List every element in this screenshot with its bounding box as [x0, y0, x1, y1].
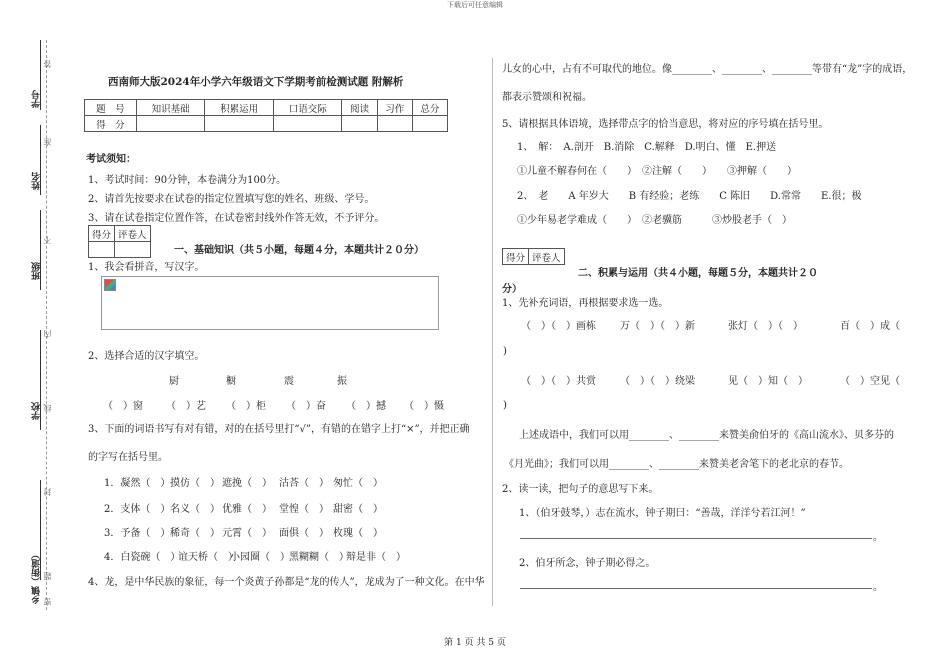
word-item[interactable]: 谊天桥（ ） [178, 552, 238, 563]
field-line-name[interactable] [40, 125, 41, 195]
score-header: 口语交际 [273, 100, 342, 116]
notice-heading: 考试须知： [86, 154, 136, 165]
score-cell[interactable] [342, 116, 377, 132]
grader-score-label: 得分 [89, 226, 115, 242]
fill-blank[interactable]: （ ）艺 [166, 401, 206, 412]
option-char: 振 [337, 376, 347, 387]
cut-mark: 密 [43, 598, 52, 606]
score-header: 阅读 [342, 100, 377, 116]
bracket-close: ) [503, 346, 507, 357]
word-item[interactable]: 小园圈（ ） [230, 552, 290, 563]
fill-blank[interactable]: （ ）窗 [103, 401, 143, 412]
idiom-blank[interactable]: 百（ ）成（ [840, 321, 900, 332]
period: 。 [873, 582, 883, 593]
cut-mark: 题 [43, 572, 52, 580]
grader-cell[interactable] [115, 242, 151, 258]
pinyin-answer-box[interactable] [101, 276, 439, 330]
grader-reviewer-label: 评卷人 [115, 226, 151, 242]
broken-image-icon [104, 279, 116, 291]
question-5-item: 1、 解： A.剖开 B.消除 C.解释 D.明白、懂 E.押送 [517, 142, 777, 153]
cut-mark: 准 [43, 138, 52, 146]
score-cell[interactable] [377, 116, 412, 132]
notice-item: 2、请首先按要求在试卷的指定位置填写您的姓名、班级、学号。 [88, 194, 375, 205]
answer-line[interactable] [520, 588, 872, 589]
idiom-blank[interactable]: 张灯（ ）（ ） [728, 321, 803, 332]
grader-table-1 [88, 225, 151, 258]
option-char: 厨 [169, 376, 179, 387]
binding-label-student-id: 学号 [32, 90, 42, 108]
word-item[interactable]: 名义（ ） [170, 504, 220, 515]
score-cell[interactable] [412, 116, 447, 132]
answer-line[interactable] [520, 538, 872, 539]
section2-question-2: 2、读一读，把句子的意思写下来。 [502, 484, 659, 495]
score-header: 知识基础 [136, 100, 205, 116]
word-item[interactable]: 摸仿（ ） [170, 478, 220, 489]
question-1: 1、我会看拼音，写汉字。 [88, 262, 205, 273]
field-line-school[interactable] [40, 330, 41, 430]
header-note: 下载后可任意编辑 [447, 1, 503, 9]
question-4-cont: 都表示赞颂和祝福。 [502, 92, 592, 103]
grader-reviewer-label: 评卷人 [529, 249, 565, 265]
word-item[interactable]: 稀奇（ ） [170, 528, 220, 539]
word-item[interactable]: 元霄（ ） [222, 528, 272, 539]
grader-cell[interactable] [89, 242, 115, 258]
word-item[interactable]: 辩是非（ ） [346, 552, 406, 563]
word-item[interactable]: 4．白瓷碗（ ） [104, 552, 181, 563]
fill-blank[interactable]: （ ）慑 [404, 401, 444, 412]
word-item[interactable]: 面俱（ ） [279, 528, 329, 539]
question-3: 3、下面的词语书写有对有错，对的在括号里打“√”，有错的在错字上打“×”，并把正确 [88, 424, 470, 435]
question-2: 2、选择合适的汉字填空。 [88, 351, 205, 362]
fill-blank[interactable]: （ ）柜 [226, 401, 266, 412]
binding-label-name: 姓名 [32, 172, 42, 190]
score-cell[interactable] [136, 116, 205, 132]
section2-heading-cont: 分） [502, 284, 522, 295]
question-4: 4、龙，是中华民族的象征，每一个炎黄子孙都是“龙的传人”，龙成为了一种文化。在中华 [88, 577, 485, 588]
score-header: 积累运用 [205, 100, 274, 116]
cut-mark: 答 [43, 60, 52, 68]
section2-question-1: 1、先补充词语，再根据要求选一选。 [502, 298, 669, 309]
question-4-cont: 儿女的心中，占有不可取代的地位。像________、________、________等带有“龙”字的成语， [502, 64, 913, 75]
idiom-blank[interactable]: 见（ ）知（ ） [728, 376, 808, 387]
question-5-answers[interactable]: ①少年易老学难成（ ） ②老骥筋 ③炒股老手（ ） [517, 215, 792, 226]
score-header: 题 号 [85, 100, 137, 116]
idiom-usage-line[interactable]: 上述成语中，我们可以用________、________来赞美俞伯牙的《高山流水》、贝多芬的 [519, 430, 894, 441]
score-table [84, 99, 448, 132]
page-title: 西南师大版2024年小学六年级语文下学期考前检测试题 附解析 [108, 76, 404, 88]
word-item[interactable]: 优雅（ ） [222, 504, 272, 515]
word-item[interactable]: 甜密（ ） [333, 504, 383, 515]
bracket-close: ) [503, 400, 507, 411]
option-char: 橱 [226, 376, 236, 387]
question-5: 5、请根据具体语境，选择带点字的恰当意思，将对应的序号填在括号里。 [502, 119, 829, 130]
field-line-student-id[interactable] [40, 40, 41, 110]
option-char: 震 [284, 376, 294, 387]
fill-blank[interactable]: （ ）撼 [346, 401, 386, 412]
page-footer: 第 1 页 共 5 页 [444, 638, 506, 648]
score-cell[interactable] [273, 116, 342, 132]
question-5-answers[interactable]: ①儿童不解春何在（ ） ②注解（ ） ③押解（ ） [517, 166, 797, 177]
cut-mark: 封 [43, 488, 52, 496]
score-cell[interactable] [205, 116, 274, 132]
grader-table-2 [502, 248, 565, 265]
word-item[interactable]: 3．予备（ ） [104, 528, 171, 539]
grader-score-label: 得分 [503, 249, 529, 265]
binding-label-school: 学校 [32, 402, 42, 420]
score-header: 总分 [412, 100, 447, 116]
idiom-blank[interactable]: （ ）（ ）绕梁 [620, 376, 695, 387]
sentence-2: 2、伯牙所念，钟子期必得之。 [519, 558, 656, 569]
section1-heading: 一、基础知识（共５小题，每题４分，本题共计２０分） [174, 245, 424, 256]
word-item[interactable]: 匆忙（ ） [333, 478, 383, 489]
sentence-1: 1、（伯牙鼓琴，）志在流水，钟子期曰：“善哉，洋洋兮若江河！” [519, 508, 806, 519]
word-item[interactable]: 黑糊糊（ ） [289, 552, 349, 563]
word-item[interactable]: 1．凝然（ ） [104, 478, 171, 489]
word-item[interactable]: 2．支体（ ） [104, 504, 171, 515]
field-line-township[interactable] [40, 480, 41, 580]
notice-item: 3、请在试卷指定位置作答，在试卷密封线外作答无效，不予评分。 [88, 213, 385, 224]
cut-mark: 线 [43, 404, 52, 412]
idiom-blank[interactable]: 万（ ）（ ）新 [620, 321, 695, 332]
score-header: 习作 [377, 100, 412, 116]
field-line-class[interactable] [40, 210, 41, 290]
idiom-blank[interactable]: （ ）（ ）共赏 [521, 376, 596, 387]
word-item[interactable]: 沽荅（ ） [279, 478, 329, 489]
period: 。 [873, 532, 883, 543]
column-divider [492, 58, 493, 606]
word-item[interactable]: 遮挽（ ） [222, 478, 272, 489]
question-3-cont: 的字写在括号里。 [88, 452, 168, 463]
idiom-blank[interactable]: （ ）（ ）画栋 [521, 321, 596, 332]
seal-line [46, 40, 47, 610]
score-row-label: 得 分 [85, 116, 137, 132]
fill-blank[interactable]: （ ）奋 [286, 401, 326, 412]
question-5-item: 2、 老 A 年岁大 B 有经验；老练 C 陈旧 D.常常 E.很；极 [517, 191, 862, 202]
cut-mark: 不 [43, 236, 52, 244]
word-item[interactable]: 堂惶（ ） [279, 504, 329, 515]
binding-label-township: 乡镇（街道） [32, 550, 42, 604]
idiom-blank[interactable]: （ ）空见（ [840, 376, 900, 387]
cut-mark: 内 [43, 330, 52, 338]
section2-heading: 二、积累与运用（共４小题，每题５分，本题共计２０ [578, 268, 818, 279]
idiom-usage-line[interactable]: 《月光曲》；我们可以用________、________来赞美老舍笔下的老北京的春节。 [504, 459, 849, 470]
notice-item: 1、考试时间：90分钟，本卷满分为100分。 [88, 175, 287, 186]
binding-label-class: 班级 [32, 262, 42, 280]
word-item[interactable]: 枚瑰（ ） [333, 528, 383, 539]
